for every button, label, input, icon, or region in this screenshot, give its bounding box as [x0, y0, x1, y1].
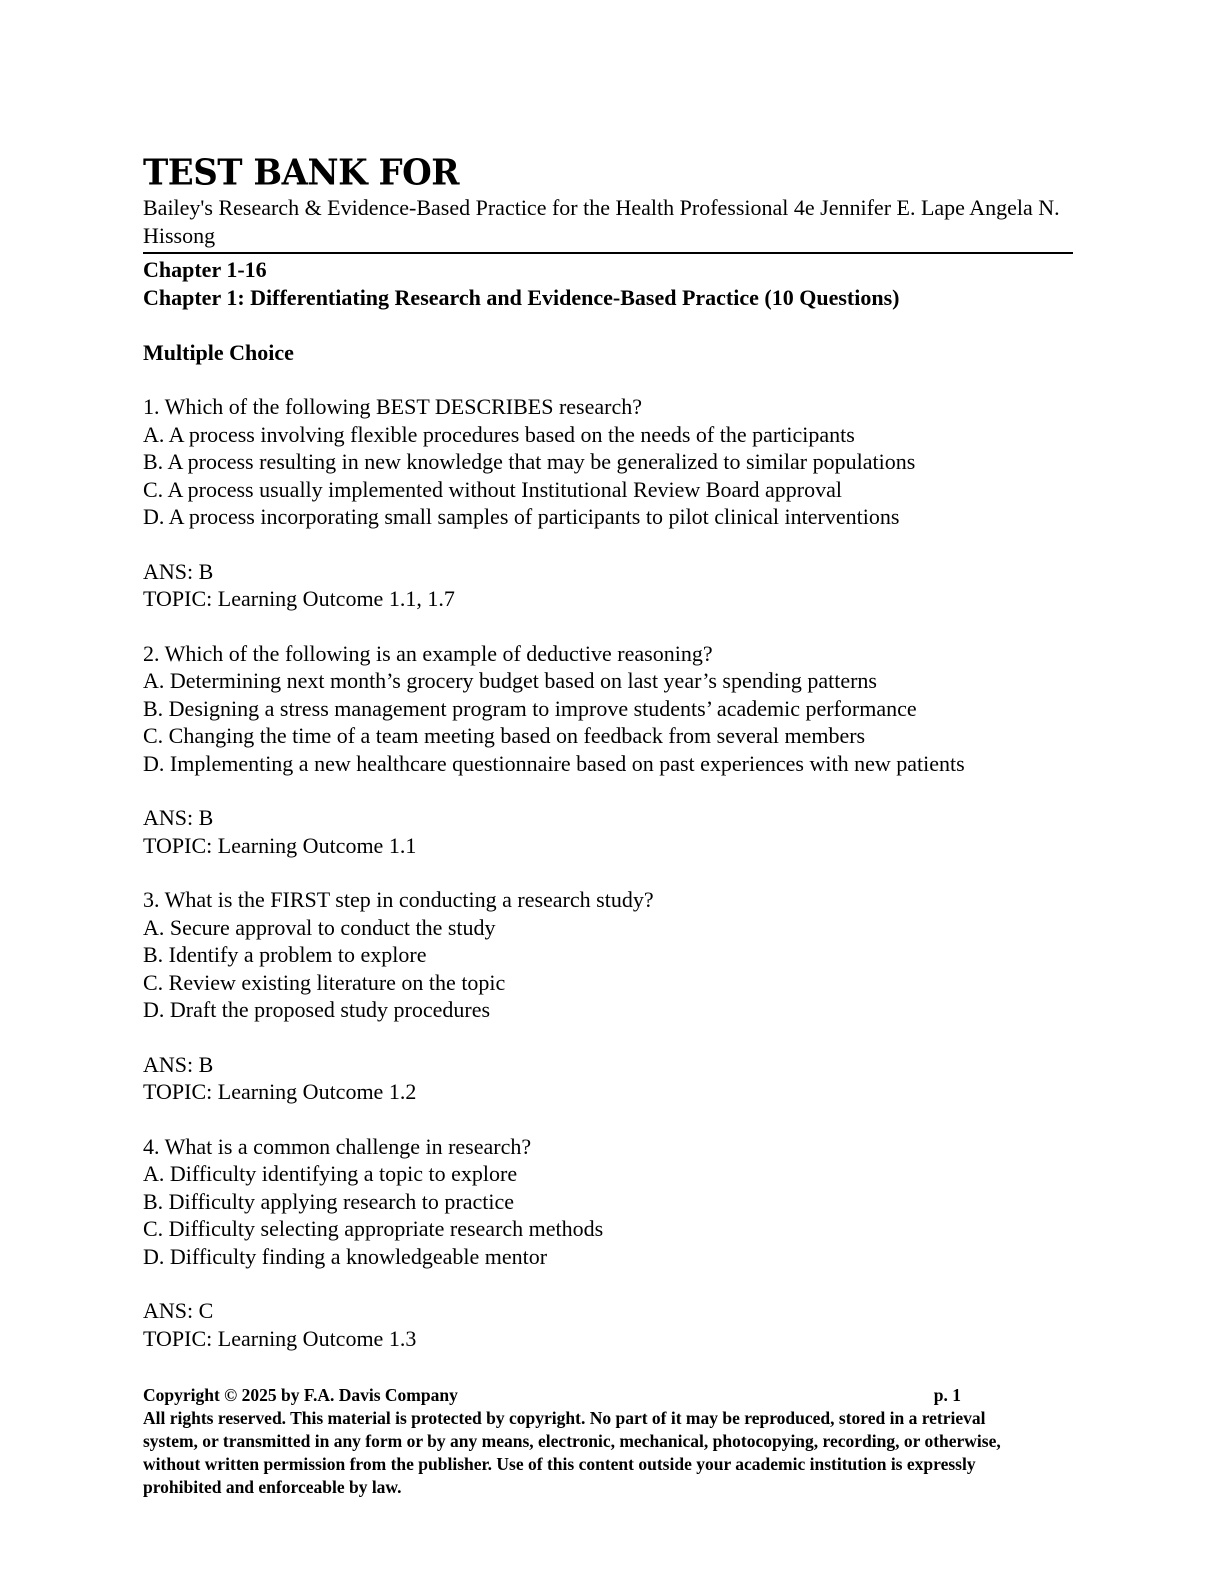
chapter-title: Chapter 1: Differentiating Research and Evidence-Based Practice (10 Questions)	[143, 285, 900, 310]
question-stem: 1. Which of the following BEST DESCRIBES research?	[143, 394, 643, 419]
answer-option: C. Difficulty selecting appropriate research methods	[143, 1216, 604, 1241]
answer-block	[143, 1051, 1073, 1106]
answer-option: D. Implementing a new healthcare questionnaire based on past experiences with new patients	[143, 750, 965, 776]
answer-option: A. Determining next month’s grocery budget based on last year’s spending patterns	[143, 668, 877, 693]
answer-block	[143, 804, 1073, 859]
question-item	[143, 886, 1073, 1106]
question-item	[143, 393, 1073, 613]
question-item	[143, 1133, 1073, 1353]
chapter-range: Chapter 1-16	[143, 257, 267, 282]
answer-key: ANS: B	[143, 558, 214, 584]
rights-notice: All rights reserved. This material is protected by copyright. No part of it may be reproduced, stored in a retrieval system, or transmitted in any form or by any means, electronic, mechanical, photocopying, recording, or otherwise, without written permission from the publisher. Use of this content outside your academic institution is expressly prohibited and enforceable by law.	[143, 1408, 1001, 1497]
question-list	[143, 393, 1073, 1352]
answer-option: B. Identify a problem to explore	[143, 942, 427, 967]
answer-option: A. Difficulty identifying a topic to explore	[143, 1161, 518, 1186]
answer-option: D. Draft the proposed study procedures	[143, 997, 491, 1022]
question-stem: 3. What is the FIRST step in conducting a research study?	[143, 887, 654, 912]
answer-option: C. A process usually implemented without Institutional Review Board approval	[143, 476, 843, 502]
answer-option: D. A process incorporating small samples of participants to pilot clinical interventions	[143, 504, 900, 529]
answer-key: ANS: B	[143, 805, 214, 830]
copyright-notice: Copyright © 2025 by F.A. Davis Company	[143, 1385, 458, 1405]
answer-key: ANS: B	[143, 1051, 214, 1077]
answer-option: D. Difficulty finding a knowledgeable mentor	[143, 1243, 548, 1269]
answer-block	[143, 558, 1073, 613]
question-item	[143, 640, 1073, 860]
page-number: p. 1	[933, 1385, 961, 1405]
footer-top-row	[143, 1384, 961, 1407]
topic-line: TOPIC: Learning Outcome 1.1, 1.7	[143, 586, 455, 611]
answer-option: A. Secure approval to conduct the study	[143, 914, 496, 940]
question-stem: 2. Which of the following is an example of deductive reasoning?	[143, 640, 713, 666]
topic-line: TOPIC: Learning Outcome 1.2	[143, 1079, 417, 1104]
answer-option: A. A process involving flexible procedures based on the needs of the participants	[143, 421, 855, 447]
section-heading: Multiple Choice	[143, 340, 294, 365]
answer-option: C. Review existing literature on the topic	[143, 969, 506, 995]
topic-line: TOPIC: Learning Outcome 1.3	[143, 1325, 417, 1351]
document-page	[143, 150, 1073, 1379]
document-title: TEST BANK FOR	[143, 152, 460, 195]
answer-option: B. Difficulty applying research to practice	[143, 1188, 515, 1214]
answer-option: B. A process resulting in new knowledge that may be generalized to similar populations	[143, 449, 916, 474]
page-footer	[143, 1384, 1023, 1499]
answer-option: C. Changing the time of a team meeting based on feedback from several members	[143, 723, 866, 748]
answer-key: ANS: C	[143, 1298, 214, 1323]
book-title: Bailey's Research & Evidence-Based Practice for the Health Professional 4e Jennifer E. Lape Angela N. Hissong	[143, 194, 1073, 254]
topic-line: TOPIC: Learning Outcome 1.1	[143, 832, 417, 858]
question-stem: 4. What is a common challenge in research?	[143, 1133, 532, 1159]
answer-option: B. Designing a stress management program to improve students’ academic performance	[143, 695, 917, 721]
answer-block	[143, 1297, 1073, 1352]
